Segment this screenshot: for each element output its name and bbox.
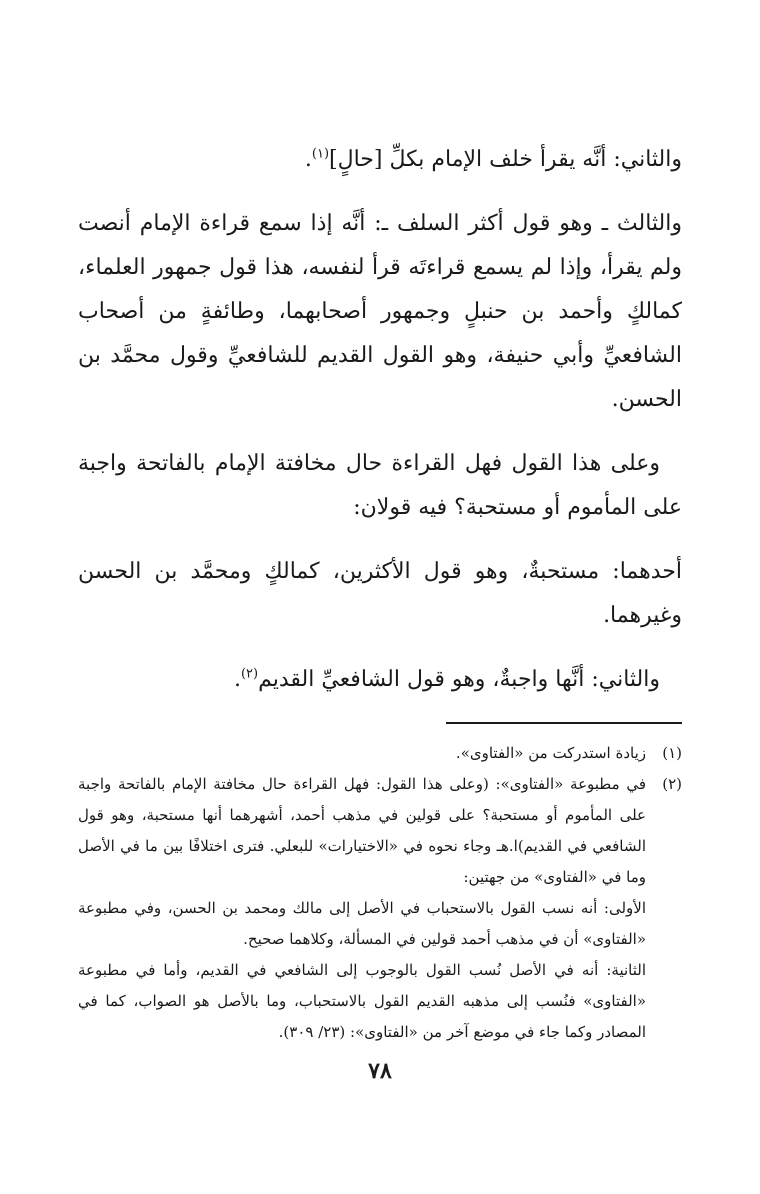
footnotes — [78, 738, 682, 1048]
footnote-text: الثانية: أنه في الأصل نُسب القول بالوجوب إلى الشافعي في القديم، وأما في مطبوعة «الفتاوى» فنُسب إلى مذهبه القديم القول بالاستحباب، وما بالأصل هو الصواب، كما في المصادر وكما جاء في موضع آخر من «الفتاوى»: (٢٣/ ٣٠٩). — [78, 961, 646, 1041]
footnote-body — [78, 769, 646, 1048]
paragraph-second-opinion: والثاني: أنَّه يقرأ خلف الإمام بكلِّ [حالٍ]$^{(١)}$. — [304, 146, 682, 172]
paragraph-question: وعلى هذا القول فهل القراءة حال مخافتة الإمام بالفاتحة واجبة على المأموم أو مستحبة؟ فيه قولان: — [78, 451, 682, 520]
footnote-2 — [78, 769, 682, 1048]
paragraph-third-opinion: والثالث ـ وهو قول أكثر السلف ـ: أنَّه إذا سمع قراءة الإمام أنصت ولم يقرأ، وإذا لم يسمع قراءتَه قرأ لنفسه، هذا قول جمهور العلماء، كمالكٍ وأحمد بن حنبلٍ وجمهور أصحابهما، وطائفةٍ من أصحاب الشافعيِّ وأبي حنيفة، وهو القول القديم للشافعيِّ وقول محمَّد بن الحسن. — [78, 211, 682, 412]
main-text — [78, 138, 682, 702]
footnote-number: (١) — [662, 744, 682, 762]
page-number: ٧٨ — [368, 1058, 392, 1084]
footnote-number: (٢) — [662, 775, 682, 793]
paragraph-first-view: أحدهما: مستحبةٌ، وهو قول الأكثرين، كمالكٍ ومحمَّد بن الحسن وغيرهما. — [78, 559, 682, 628]
paragraph-second-view: والثاني: أنَّها واجبةٌ، وهو قول الشافعيِّ القديم$^{(٢)}$. — [233, 666, 660, 692]
footnote-1 — [78, 738, 682, 769]
footnote-ref-1[interactable]: (١) — [311, 146, 330, 162]
footnote-text: في مطبوعة «الفتاوى»: (وعلى هذا القول: فهل القراءة حال مخافتة الإمام بالفاتحة واجبة على المأموم أو مستحبة؟ على قولين في مذهب أحمد، أشهرهما أنها مستحبة، وهو قول الشافعي في القديم)ا.هـ وجاء نحوه في «الاختيارات» للبعلي. فترى اختلافًا بين ما في الأصل وما في «الفتاوى» من جهتين: — [78, 775, 646, 886]
footnote-ref-2[interactable]: (٢) — [240, 666, 259, 682]
footnote-text: زيادة استدركت من «الفتاوى». — [455, 744, 646, 762]
footnote-body — [78, 738, 646, 769]
footnote-text: الأولى: أنه نسب القول بالاستحباب في الأصل إلى مالك ومحمد بن الحسن، وفي مطبوعة «الفتاوى» أن في مذهب أحمد قولين في المسألة، وكلاهما صحيح. — [78, 899, 646, 948]
footnote-divider — [446, 722, 682, 724]
